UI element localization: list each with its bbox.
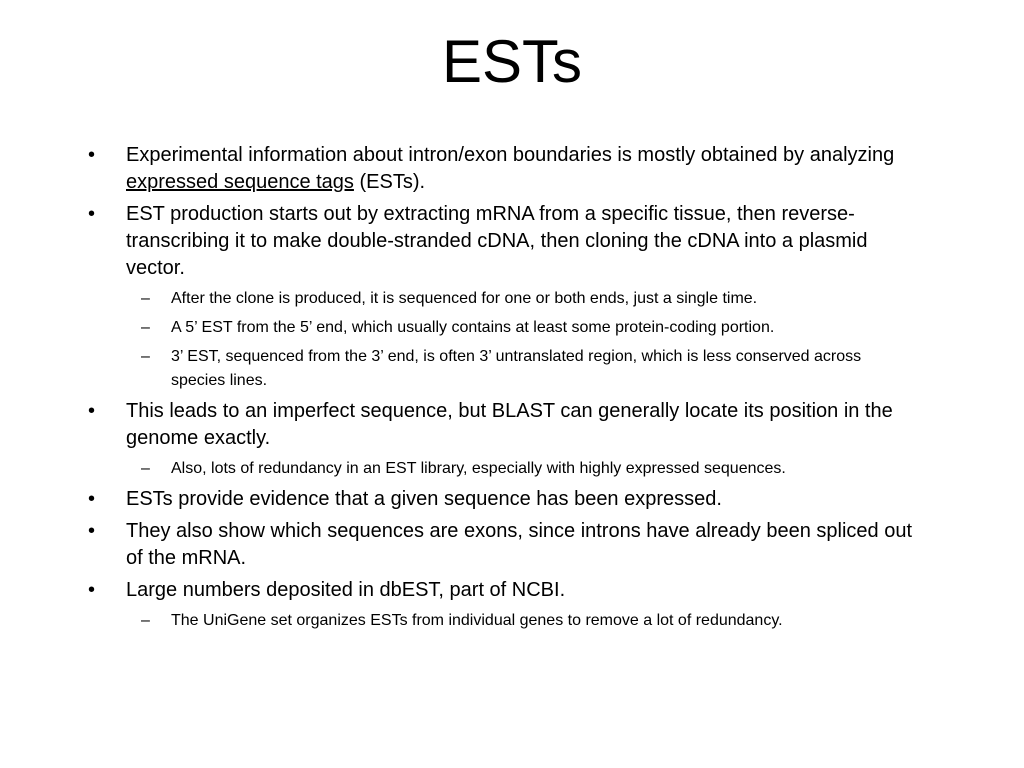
sub-bullet-item bbox=[0, 316, 951, 340]
expressed-sequence-tags-link[interactable]: expressed sequence tags bbox=[126, 171, 354, 193]
bullet-item bbox=[0, 577, 916, 604]
sub-bullet-text: A 5’ EST from the 5’ end, which usually contains at least some protein-coding portion. bbox=[171, 319, 775, 336]
bullet-text: They also show which sequences are exons, since introns have already been spliced out of the mRNA. bbox=[126, 520, 913, 569]
bullet-marker: • bbox=[88, 203, 96, 225]
bullet-item bbox=[0, 398, 941, 452]
bullet-text: Experimental information about intron/exon boundaries is mostly obtained by analyzing bbox=[126, 144, 895, 166]
bullet-text: Large numbers deposited in dbEST, part of NCBI. bbox=[126, 579, 566, 601]
bullet-marker: • bbox=[88, 488, 96, 510]
bullet-list bbox=[0, 142, 1024, 638]
bullet-marker: • bbox=[88, 579, 96, 601]
bullet-text: EST production starts out by extracting mRNA from a specific tissue, then reverse-transcribing it to make double-stranded cDNA, then cloning the cDNA into a plasmid vector. bbox=[126, 203, 868, 279]
bullet-item bbox=[0, 518, 916, 572]
bullet-text: ESTs provide evidence that a given sequence has been expressed. bbox=[126, 488, 722, 510]
slide-title: ESTs bbox=[441, 28, 583, 95]
sub-bullet-item bbox=[0, 457, 951, 481]
sub-bullet-text: After the clone is produced, it is sequenced for one or both ends, just a single time. bbox=[171, 290, 758, 307]
bullet-item bbox=[0, 201, 916, 282]
bullet-text-suffix: (ESTs). bbox=[353, 171, 426, 193]
sub-bullet-marker: – bbox=[141, 460, 150, 477]
sub-bullet-text: Also, lots of redundancy in an EST library, especially with highly expressed sequences. bbox=[171, 460, 786, 477]
bullet-item bbox=[0, 142, 916, 196]
sub-bullet-marker: – bbox=[141, 290, 150, 307]
bullet-marker: • bbox=[88, 400, 96, 422]
bullet-marker: • bbox=[88, 144, 96, 166]
sub-bullet-marker: – bbox=[141, 612, 150, 629]
bullet-item bbox=[0, 486, 916, 513]
sub-bullet-marker: – bbox=[141, 319, 150, 336]
bullet-marker: • bbox=[88, 520, 96, 542]
sub-bullet-text: The UniGene set organizes ESTs from individual genes to remove a lot of redundancy. bbox=[171, 612, 783, 629]
bullet-text: This leads to an imperfect sequence, but BLAST can generally locate its position in the genome exactly. bbox=[126, 400, 893, 449]
sub-bullet-item bbox=[0, 609, 951, 633]
sub-bullet-item bbox=[0, 345, 891, 393]
sub-bullet-item bbox=[0, 287, 951, 311]
sub-bullet-marker: – bbox=[141, 348, 150, 365]
sub-bullet-text: 3’ EST, sequenced from the 3’ end, is often 3’ untranslated region, which is less conserved across species lines. bbox=[171, 348, 862, 389]
